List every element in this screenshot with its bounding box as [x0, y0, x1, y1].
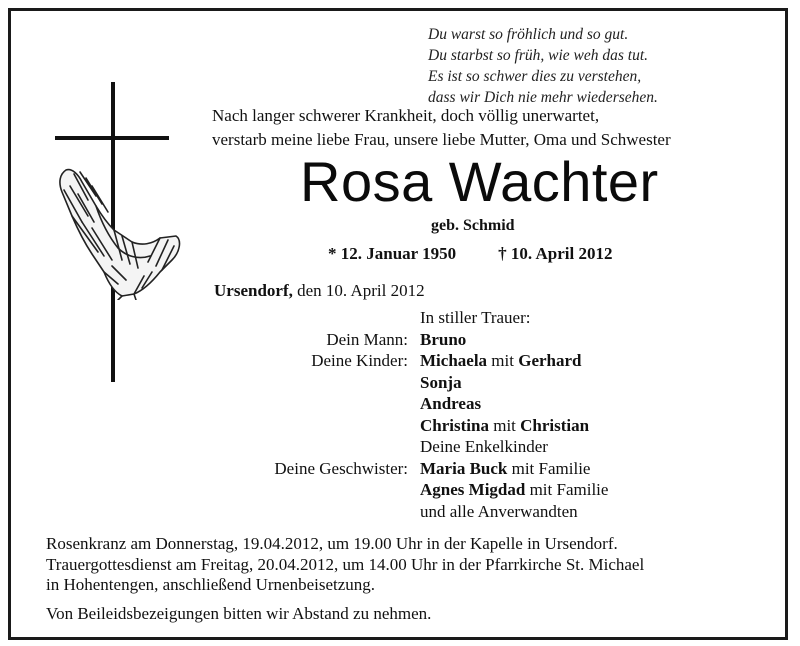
grandchildren: Deine Enkelkinder — [420, 437, 548, 456]
spouse-label: Dein Mann: — [326, 329, 408, 349]
intro-line: verstarb meine liebe Frau, unsere liebe Mutter, Oma und Schwester — [212, 130, 671, 149]
service-line: Trauergottesdienst am Freitag, 20.04.2012, um 14.00 Uhr in der Pfarrkirche St. Michael — [46, 554, 645, 574]
child-name: Michaela — [420, 351, 488, 370]
other-relatives: und alle Anverwandten — [420, 501, 578, 521]
siblings-row — [200, 479, 720, 501]
life-dates — [328, 244, 612, 264]
grandchildren-row — [200, 436, 720, 458]
sibling-name: Maria Buck — [420, 458, 508, 478]
child-name: Christina — [420, 415, 489, 435]
sibling-name: Agnes Migdad — [420, 480, 526, 499]
service-line: in Hohentengen, anschließend Urnenbeisetzung. — [46, 575, 376, 594]
cross-bar — [55, 136, 169, 140]
children-row — [200, 350, 720, 372]
children-label: Deine Kinder: — [311, 351, 408, 370]
poem-line: Es ist so schwer dies zu verstehen, — [428, 68, 642, 85]
service-info — [46, 534, 776, 624]
children-row — [200, 393, 720, 415]
death-date: † 10. April 2012 — [498, 244, 613, 263]
sibling-suffix: mit Familie — [529, 480, 609, 499]
poem-line: Du warst so fröhlich und so gut. — [428, 26, 629, 43]
date: den 10. April 2012 — [297, 281, 425, 300]
siblings-label: Deine Geschwister: — [274, 458, 408, 478]
mourners-list — [200, 307, 720, 522]
poem-line: Du starbst so früh, wie weh das tut. — [428, 47, 649, 64]
place: Ursendorf, — [214, 281, 293, 300]
sibling-suffix: mit Familie — [511, 458, 591, 478]
condolence-note: Von Beileidsbezeigungen bitten wir Abstand zu nehmen. — [46, 603, 432, 623]
spouse-name: Bruno — [420, 329, 467, 349]
children-row — [200, 415, 720, 437]
poem-line: dass wir Dich nie mehr wiedersehen. — [428, 89, 658, 106]
poem — [428, 24, 768, 108]
mourners-heading: In stiller Trauer: — [420, 308, 531, 327]
maiden-name: geb. Schmid — [431, 217, 515, 234]
siblings-row — [200, 458, 720, 480]
partner-name: Christian — [520, 415, 590, 435]
deceased-name: Rosa Wachter — [300, 150, 659, 213]
mit-text: mit — [491, 351, 514, 370]
praying-hands-icon — [52, 164, 184, 300]
partner-name: Gerhard — [518, 351, 582, 370]
spouse-row — [200, 329, 720, 351]
child-name: Andreas — [420, 394, 482, 413]
mourners-heading-row — [200, 307, 720, 329]
relatives-row — [200, 501, 720, 523]
child-name: Sonja — [420, 372, 462, 392]
birth-date: * 12. Januar 1950 — [328, 244, 457, 263]
intro-text — [212, 104, 772, 152]
children-row — [200, 372, 720, 394]
rosary-info: Rosenkranz am Donnerstag, 19.04.2012, um 19.00 Uhr in der Kapelle in Ursendorf. — [46, 534, 618, 553]
mit-text: mit — [493, 415, 516, 435]
place-date — [214, 281, 425, 301]
intro-line: Nach langer schwerer Krankheit, doch völlig unerwartet, — [212, 106, 600, 125]
